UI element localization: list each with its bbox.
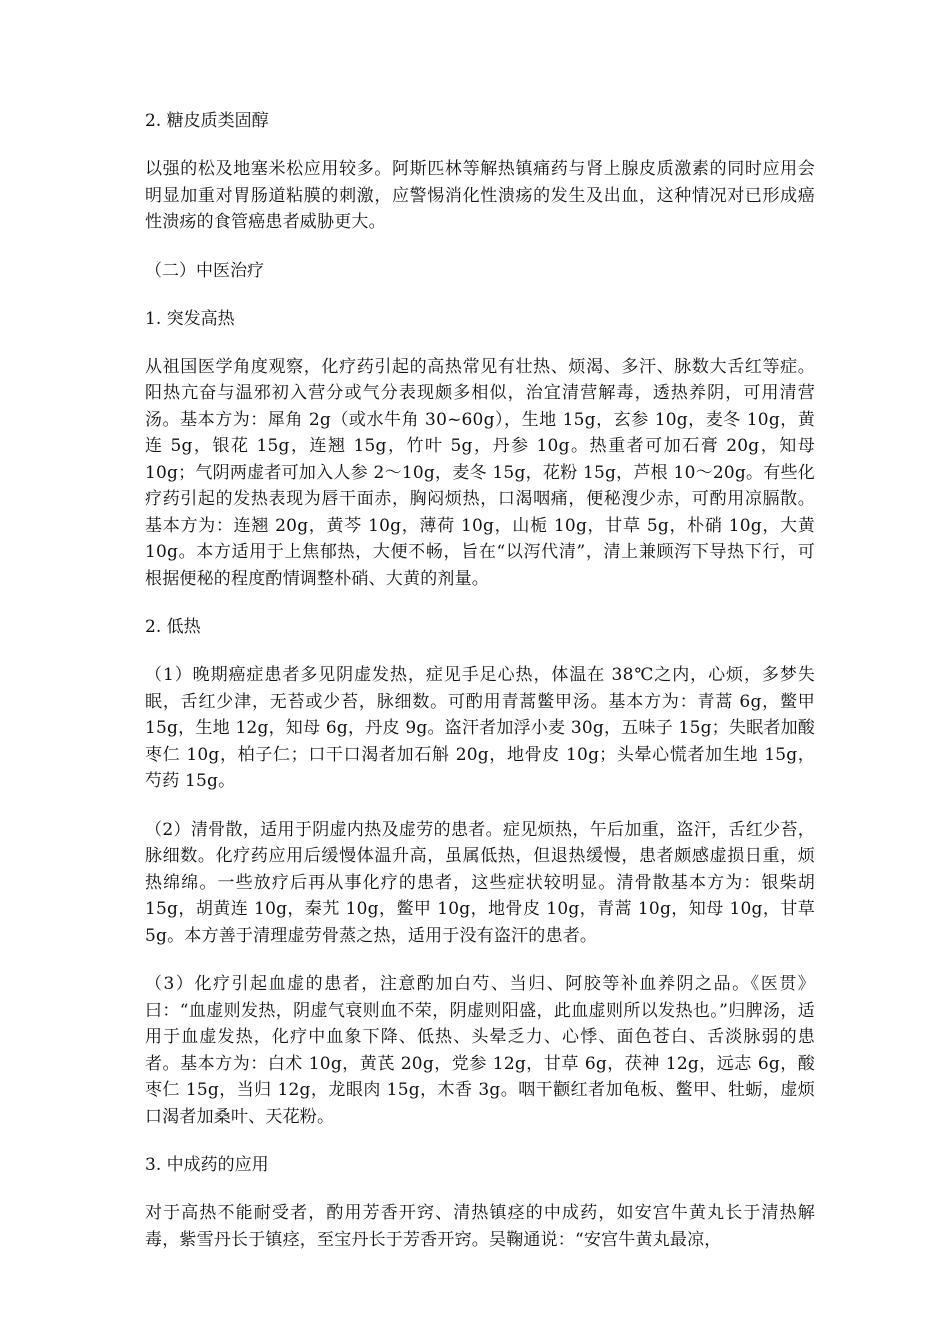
section-heading-tcm-treatment: （二）中医治疗 <box>145 260 264 281</box>
section-heading-low-fever: 2. 低热 <box>145 617 201 637</box>
paragraph-patent-medicine: 对于高热不能耐受者，酌用芳香开窍、清热镇痉的中成药，如安宫牛黄丸长于清热解毒，紫雪丹长于镇痉，至宝丹长于芳香开窍。吴鞠通说：“安宫牛黄丸最凉， <box>145 1203 815 1250</box>
section-heading-glucocorticoids: 2. 糖皮质类固醇 <box>145 111 269 131</box>
paragraph-low-fever-1: （1）晚期癌症患者多见阴虚发热，症见手足心热，体温在 38℃之内，心烦，多梦失眠，舌红少津，无苔或少苔，脉细数。可酌用青蒿鳖甲汤。基本方为：青蒿 6g，鳖甲 15g，生地 12g，知母 6g，丹皮 9g。盗汗者加浮小麦 30g，五味子 15g；失眠者加酸枣仁 10g，柏子仁；口干口渴者加石斛 20g，地骨皮 10g；头晕心慌者加生地 15g，芍药 15g。 <box>145 665 815 791</box>
section-heading-sudden-high-fever: 1. 突发高热 <box>145 308 235 329</box>
paragraph-glucocorticoids: 以强的松及地塞米松应用较多。阿斯匹林等解热镇痛药与肾上腺皮质激素的同时应用会明显加重对胃肠道粘膜的刺激，应警惕消化性溃疡的发生及出血，这种情况对已形成癌性溃疡的食管癌患者威胁更大。 <box>145 159 815 232</box>
section-heading-patent-medicine: 3. 中成药的应用 <box>145 1155 269 1175</box>
document-page <box>145 108 815 1275</box>
paragraph-low-fever-2: （2）清骨散，适用于阴虚内热及虚劳的患者。症见烦热，午后加重，盗汗，舌红少苔，脉细数。化疗药应用后缓慢体温升高，虽属低热，但退热缓慢，患者颇感虚损日重，烦热绵绵。一些放疗后再从事化疗的患者，这些症状较明显。清骨散基本方为：银柴胡 15g，胡黄连 10g，秦艽 10g，鳖甲 10g，地骨皮 10g，青蒿 10g，知母 10g，甘草 5g。本方善于清理虚劳骨蒸之热，适用于没有盗汗的患者。 <box>145 819 815 946</box>
paragraph-low-fever-3: （3）化疗引起血虚的患者，注意酌加白芍、当归、阿胶等补血养阴之品。《医贯》曰：“血虚则发热，阴虚气衰则血不荣，阴虚则阳盛，此血虚则所以发热也。”归脾汤，适用于血虚发热，化疗中血象下降、低热、头晕乏力、心悸、面色苍白、舌淡脉弱的患者。基本方为：白术 10g，黄芪 20g，党参 12g，甘草 6g，茯神 12g，远志 6g，酸枣仁 15g，当归 12g，龙眼肉 15g，木香 3g。咽干颧红者加龟板、鳖甲、牡蛎，虚烦口渴者加桑叶、天花粉。 <box>145 974 815 1127</box>
paragraph-high-fever: 从祖国医学角度观察，化疗药引起的高热常见有壮热、烦渴、多汗、脉数大舌红等症。阳热亢奋与温邪初入营分或气分表现颇多相似，治宜清营解毒，透热养阴，可用清营汤。基本方为：犀角 2g（或水牛角 30~60g），生地 15g，玄参 10g，麦冬 10g，黄连 5g，银花 15g，连翘 15g，竹叶 5g，丹参 10g。热重者可加石膏 20g，知母 10g；气阴两虚者可加入人参 2～10g，麦冬 15g，花粉 15g，芦根 10～20g。有些化疗药引起的发热表现为唇干面赤，胸闷烦热，口渴咽痛，便秘溲少赤，可酌用凉膈散。基本方为：连翘 20g，黄芩 10g，薄荷 10g，山栀 10g，甘草 5g，朴硝 10g，大黄 10g。本方适用于上焦郁热，大便不畅，旨在“以泻代清”，清上兼顾泻下导热下行，可根据便秘的程度酌情调整朴硝、大黄的剂量。 <box>145 356 815 589</box>
